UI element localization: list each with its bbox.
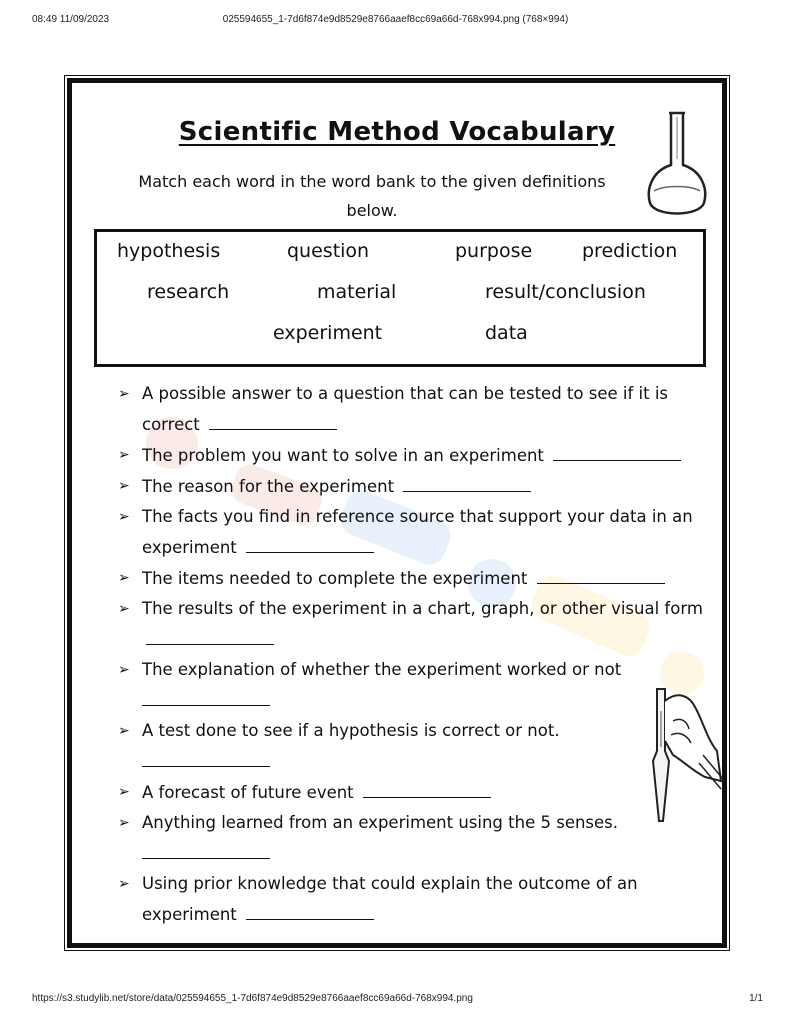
word-bank-item-result-conclusion: result/conclusion [485, 281, 646, 303]
arrow-bullet-icon: ➢ [118, 447, 130, 463]
definition-text: Using prior knowledge that could explain the outcome of an experiment [142, 874, 638, 924]
definition-item [118, 502, 718, 563]
definition-text: The reason for the experiment [142, 477, 395, 496]
answer-blank[interactable] [209, 409, 337, 430]
definition-item [118, 655, 662, 716]
answer-blank[interactable] [553, 440, 681, 461]
definition-item [118, 440, 718, 471]
definition-item [118, 869, 682, 930]
flask-icon [644, 109, 710, 221]
arrow-bullet-icon: ➢ [118, 723, 130, 739]
definition-item [118, 379, 718, 440]
definition-text: A forecast of future event [142, 783, 354, 802]
definition-item [118, 563, 718, 594]
definition-item [118, 471, 718, 502]
definition-item [118, 716, 662, 777]
print-url: https://s3.studylib.net/store/data/025594655_1-7d6f874e9d8529e8766aaef8cc69a66d-768x994.png [32, 993, 473, 1004]
dropper-hand-icon [643, 681, 723, 831]
definition-item [118, 808, 662, 869]
answer-blank[interactable] [363, 777, 491, 798]
definition-text: The problem you want to solve in an experiment [142, 446, 544, 465]
definition-text: The explanation of whether the experiment worked or not [142, 660, 622, 679]
arrow-bullet-icon: ➢ [118, 509, 130, 525]
answer-blank[interactable] [142, 746, 270, 767]
answer-blank[interactable] [142, 838, 270, 859]
definition-text: A test done to see if a hypothesis is correct or not. [142, 721, 560, 740]
definition-item [118, 594, 718, 655]
answer-blank[interactable] [246, 532, 374, 553]
word-bank-item-prediction: prediction [582, 240, 678, 262]
arrow-bullet-icon: ➢ [118, 478, 130, 494]
answer-blank[interactable] [403, 471, 531, 492]
definition-item [118, 777, 718, 808]
arrow-bullet-icon: ➢ [118, 815, 130, 831]
definition-text: A possible answer to a question that can be tested to see if it is correct [142, 384, 669, 434]
print-timestamp: 08:49 11/09/2023 [32, 14, 110, 25]
word-bank-item-material: material [317, 281, 397, 303]
arrow-bullet-icon: ➢ [118, 601, 130, 617]
word-bank-item-purpose: purpose [455, 240, 533, 262]
definition-text: The items needed to complete the experiment [142, 569, 528, 588]
word-bank [94, 229, 706, 367]
word-bank-item-question: question [287, 240, 370, 262]
print-document-title: 025594655_1-7d6f874e9d8529e8766aaef8cc69a66d-768x994.png (768×994) [222, 14, 569, 25]
definition-list [118, 379, 718, 930]
page-count: 1/1 [749, 993, 763, 1004]
word-bank-item-data: data [485, 322, 528, 344]
definition-text: Anything learned from an experiment using the 5 senses. [142, 813, 619, 832]
page-title: Scientific Method Vocabulary [178, 117, 616, 147]
worksheet [67, 78, 727, 948]
arrow-bullet-icon: ➢ [118, 784, 130, 800]
definition-text: The results of the experiment in a chart, graph, or other visual form [142, 599, 703, 618]
answer-blank[interactable] [146, 624, 274, 645]
arrow-bullet-icon: ➢ [118, 386, 130, 402]
arrow-bullet-icon: ➢ [118, 876, 130, 892]
answer-blank[interactable] [246, 899, 374, 920]
answer-blank[interactable] [537, 563, 665, 584]
word-bank-item-research: research [147, 281, 230, 303]
arrow-bullet-icon: ➢ [118, 570, 130, 586]
definition-text: The facts you find in reference source that support your data in an experiment [142, 507, 693, 557]
arrow-bullet-icon: ➢ [118, 662, 130, 678]
word-bank-item-hypothesis: hypothesis [117, 240, 221, 262]
word-bank-item-experiment: experiment [273, 322, 383, 344]
answer-blank[interactable] [142, 685, 270, 706]
instructions: Match each word in the word bank to the given definitions below. [138, 172, 606, 220]
